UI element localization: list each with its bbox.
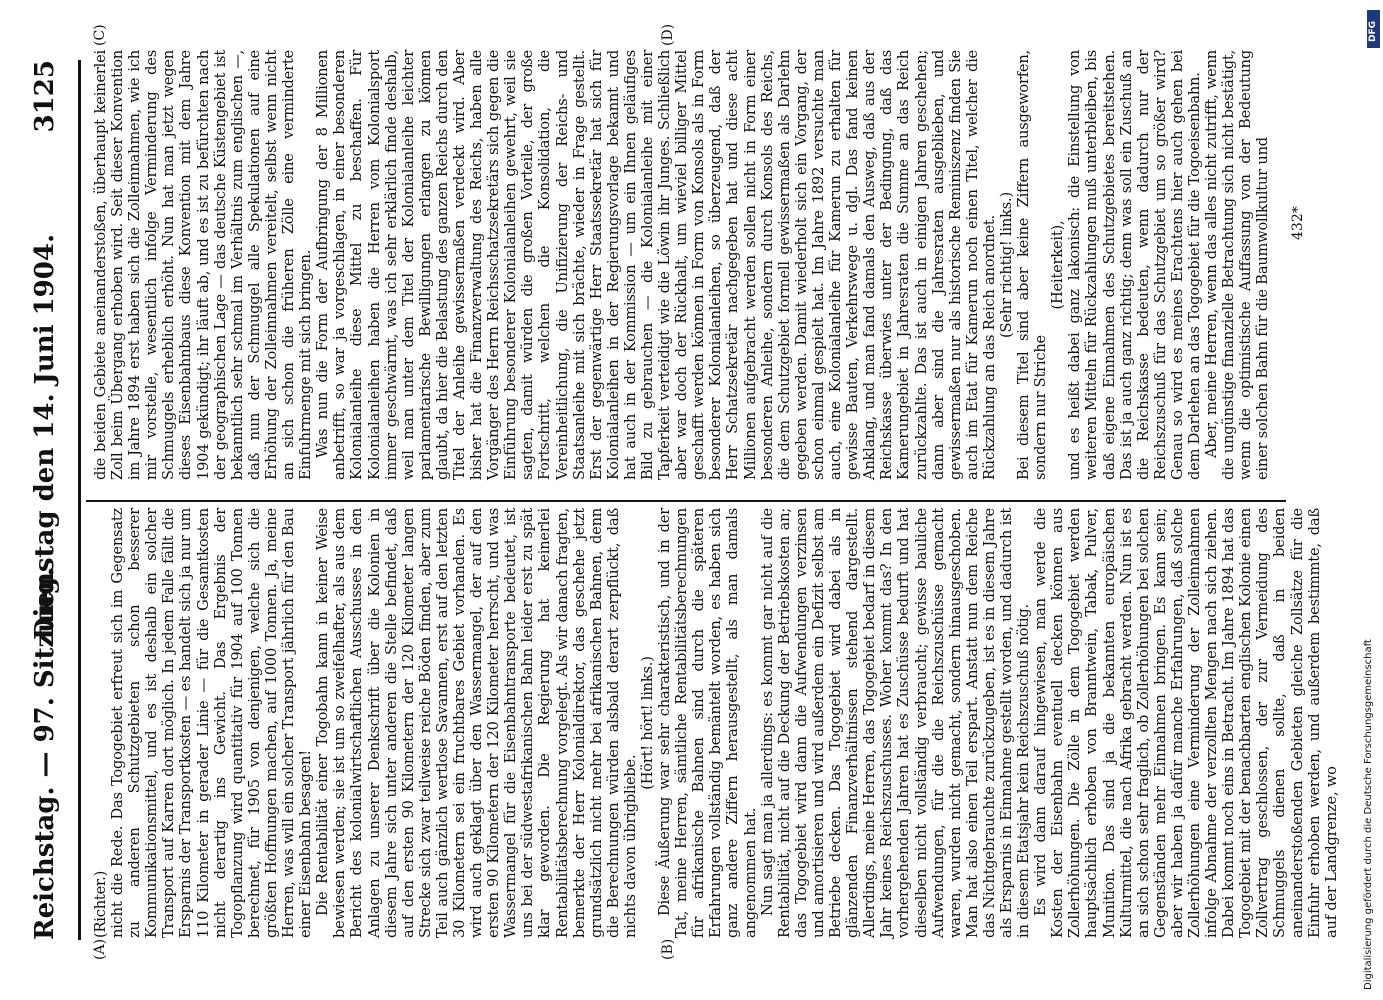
- paragraph: Nun sagt man ja allerdings: es kommt gar nicht auf die Rentabilität, nicht auf die Deckung der Betriebskosten an; das Togogebiet wird dann die Aufwendungen verzinsen und amortisieren und wird außerdem ein Defizit selbst am Betriebe decken. Das Togogebiet wird dabei als in glänzenden Finanzverhältnissen stehend dargestellt. Allerdings, meine Herren, das Togogebiet bedarf in diesem Jahr keines Reichszuschusses. Woher kommt das? In den vorhergehenden Jahren hat es Zuschüsse bedurft und hat dieselben nicht vollständig verbraucht; gewisse bauliche Aufwendungen, für die die Reichszuschüsse gemacht waren, wurden nicht gemacht, sondern hinausgeschoben. Man hat also einen Teil erspart. Anstatt nun dem Reiche das Nichtgebrauchte zurückzugeben, ist es in diesem Jahre als Ersparnis in Einnahme gestellt worden, und dadurch ist in diesem Etatsjahr kein Reichszuschuß nötig.: [758, 508, 1033, 938]
- margin-mark-c: (C): [92, 24, 108, 46]
- paragraph: Es wird dann darauf hingewiesen, man werde die Kosten der Eisenbahn eventuell decken können aus Zollerhöhungen. Die Zölle in dem Togogebiet werden hauptsächlich erhoben von Branntwein, Tabak, Pulver, Munition. Das sind ja die bekannten europäischen Kulturmittel, die nach Afrika gebracht werden. Nun ist es an sich schon sehr fraglich, ob Zollerhöhungen bei solchen Gegenständen mehr Einnahmen bringen. Es kann sein; aber wir haben ja dafür manche Erfahrungen, daß solche Zollerhöhungen eine Verminderung der Zolleinnahmen infolge Abnahme der verzollten Mengen nach sich ziehen. Dabei kommt noch eins in Betracht. Im Jahre 1894 hat das Togogebiet mit der benachbarten englischen Kolonie einen Zollvertrag geschlossen, der zur Vermeidung des Schmuggels dienen sollte, daß in beiden aneinanderstoßenden Gebieten gleiche Zollsätze für die Einfuhr erhoben werden, und außerdem bestimmte, daß auf der Landgrenze, wo: [1032, 508, 1340, 938]
- interjection: (Sehr richtig! links.): [997, 192, 1015, 338]
- speaker-name: (Richter.): [92, 870, 109, 938]
- digitization-credit: Digitalisierung gefördert durch die Deutsche Forschungsgemeinschaft: [1363, 639, 1374, 990]
- margin-mark-d: (D): [660, 23, 676, 46]
- margin-mark-b: (B): [660, 938, 676, 960]
- paragraph: Diese Äußerung war sehr charakteristisch, und in der Tat, meine Herren, sämtliche Rentabilitätsberechnungen für afrikanische Bahnen sind durch die späteren Erfahrungen vollständig bemäntelt worden, es haben sich ganz andere Ziffern herausgestellt, als man damals angenommen hat.: [656, 508, 759, 938]
- paragraph: nicht die Rede. Das Togogebiet erfreut sich im Gegensatz zu anderen Schutzgebieten schon besserer Kommunikationsmittel, und es ist deshalb ein solcher Transport auf Karren dort möglich. In jedem Falle fällt die Ersparnis der Transportkosten — es handelt sich ja nur um 110 Kilometer in gerader Linie — für die Gesamtkosten nicht derartig ins Gewicht. Das Ergebnis der Togopflanzung wird quantitativ für 1904 auf 100 Tonnen berechnet, für 1905 von denjenigen, welche sich die größten Hoffnungen machen, auf 1000 Tonnen. Ja, meine Herren, was will ein solcher Transport jährlich für den Bau einer Eisenbahn besagen!: [109, 508, 315, 938]
- interjection: (Hört! hört! links.): [639, 656, 656, 790]
- header-session: Reichstag. — 97. Sitzung.: [30, 567, 60, 940]
- paragraph: Die Rentabilität einer Togobahn kann in keiner Weise bewiesen werden; sie ist um so zweifelhafter, als aus dem Bericht des kolonialwirtschaftlichen Ausschusses in den Anlagen zu unserer Denkschrift über die Kolonien in diesem Jahre sich unter anderen die Stelle befindet, daß auf den ersten 90 Kilometern der 120 Kilometer langen Strecke sich zwar teilweise reiche Böden finden, aber zum Teil auch gänzlich wertlose Savannen, erst auf den letzten 30 Kilometern sei ein fruchtbares Gebiet vorhanden. Es wird auch geklagt über den Wassermangel, der auf den ersten 90 Kilometern der 120 Kilometer herrscht, und was Wassermangel für die Eisenbahntransporte bedeutet, ist uns bei der südwestafrikanischen Bahn leider erst zu spät klar geworden. Die Regierung hat keinerlei Rentabilitätsberechnung vorgelegt. Als wir danach fragten, bemerkte der Herr Kolonialdirektor, das geschehe jetzt grundsätzlich nicht mehr bei afrikanischen Bahnen, denn die Berechnungen würden alsbald derart zerpflückt, daß nichts davon übrigbliebe.: [314, 508, 639, 938]
- signature-mark: 432*: [1290, 206, 1306, 240]
- paragraph: und es heißt dabei ganz lakonisch: die Einstellung von weiteren Mitteln für Rückzahlungen muß unterbleiben, bis daß eigene Einnahmen des Schutzgebietes bereitstehen. Das ist ja auch ganz richtig; denn was soll ein Zuschuß an die Reichskasse bedeuten, wenn dadurch nur der Reichszuschuß für das Schutzgebiet um so größer wird? Genau so wird es meines Erachtens hier auch gehen bei dem Darlehen an das Togogebiet für die Togoeisenbahn.: [1066, 50, 1203, 480]
- dfg-logo: [1367, 10, 1380, 48]
- right-column: [92, 50, 1282, 480]
- page-number: 3125: [30, 60, 60, 133]
- paragraph: Was nun die Form der Aufbringung der 8 Millionen anbetrifft, so war ja vorgeschlagen, in einer besonderen Kolonialanleihe diese Mittel zu beschaffen. Für Kolonialanleihen haben die Herren vom Kolonialsport immer geschwärmt, was ich sehr erklärlich finde deshalb, weil man unter dem Titel der Kolonialanleihe leichter parlamentarische Bewilligungen erlangen zu können glaubt, da hier die Belastung des ganzen Reichs durch den Titel der Anleihe gewissermaßen verdeckt wird. Aber bisher hat die Finanzverwaltung des Reichs, haben alle Vorgänger des Herrn Reichsschatzsekretärs sich gegen die Einführung besonderer Kolonialanleihen gewehrt, weil sie sagten, damit würden die großen Vorteile, der große Fortschritt, welchen die Konsolidation, die Vereinheitlichung, die Unifizierung der Reichs- und Staatsanleihe mit sich brächte, wieder in Frage gestellt. Erst der gegenwärtige Herr Staatssekretär hat sich für Kolonialanleihen in der Regierungsvorlage bekannt und hat auch in der Kommission — um ein Ihnen geläufiges Bild zu gebrauchen — die Kolonialanleihe mit einer Tapferkeit verteidigt wie die Löwin ihr Junges. Schließlich aber war doch der Rückhalt, um wieviel billiger Mittel geschafft werden können in Form von Konsols als in Form besonderer Kolonialanleihen, so überzeugend, daß der Herr Schatzsekretär nachgegeben hat und diese acht Millionen aufgebracht werden sollen nicht in Form einer besonderen Anleihe, sondern durch Konsols des Reichs, die dem Schutzgebiet formell gewissermaßen als Darlehn gegeben werden. Damit wiederholt sich ein Vorgang, der schon einmal gespielt hat. Im Jahre 1892 versuchte man auch, eine Kolonialanleihe für Kamerun zu erhalten für gewisse Bauten, Verkehrswege u. dgl. Das fand keinen Anklang, und man fand damals den Ausweg, daß aus der Reichskasse überwies unter der Bedingung, daß das Kamerungebiet in Jahresraten die Summe an das Reich zurückzahlte. Das ist auch in einigen Jahren geschehen; dann aber sind die Jahresraten ausgeblieben, und gewissermaßen nur als historische Reminiszenz finden Sie auch im Etat für Kamerun noch einen Titel, welcher die Rückzahlung an das Reich anordnet.: [314, 50, 998, 480]
- left-column: [92, 508, 1340, 938]
- running-head: [30, 60, 70, 940]
- paragraph: die beiden Gebiete aneinanderstoßen, überhaupt keinerlei Zoll beim Übergang erhoben wird. Seit dieser Konvention im Jahre 1894 erst haben sich die Zolleinnahmen, wie ich mir vorstelle, wesentlich infolge Verminderung des Schmuggels erheblich erhöht. Nun hat man jetzt wegen dieses Eisenbahnbaus diese Konvention mit dem Jahre 1904 gekündigt; ihr läuft ab, und es ist zu befürchten nach der geographischen Lage — das deutsche Küstengebiet ist bekanntlich sehr schmal im Verhältnis zum englischen —, daß nun der Schmuggel alle Spekulationen auf eine Erhöhung der Zolleinnahmen vereitelt, selbst wenn nicht an sich schon die früheren Zölle eine verminderte Einfuhrmenge mit sich bringen.: [92, 50, 315, 480]
- margin-mark-a: (A): [92, 938, 108, 960]
- column-divider: [86, 500, 1286, 502]
- interjection: (Heiterkeit),: [1049, 220, 1067, 310]
- paragraph: Bei diesem Titel sind aber keine Ziffern ausgeworfen, sondern nur Striche: [1015, 50, 1050, 480]
- paragraph: Aber, meine Herren, wenn das alles nicht zutrifft, wenn die ungünstige finanzielle Betrachtung sich nicht bestätigt, wenn die optimistische Auffassung von der Bedeutung einer solchen Bahn für die Baumwollkultur und: [1203, 50, 1272, 480]
- header-date: Dienstag den 14. Juni 1904.: [30, 233, 60, 640]
- dfg-logo-text: DFG: [1368, 20, 1378, 42]
- header-rule: [78, 60, 81, 940]
